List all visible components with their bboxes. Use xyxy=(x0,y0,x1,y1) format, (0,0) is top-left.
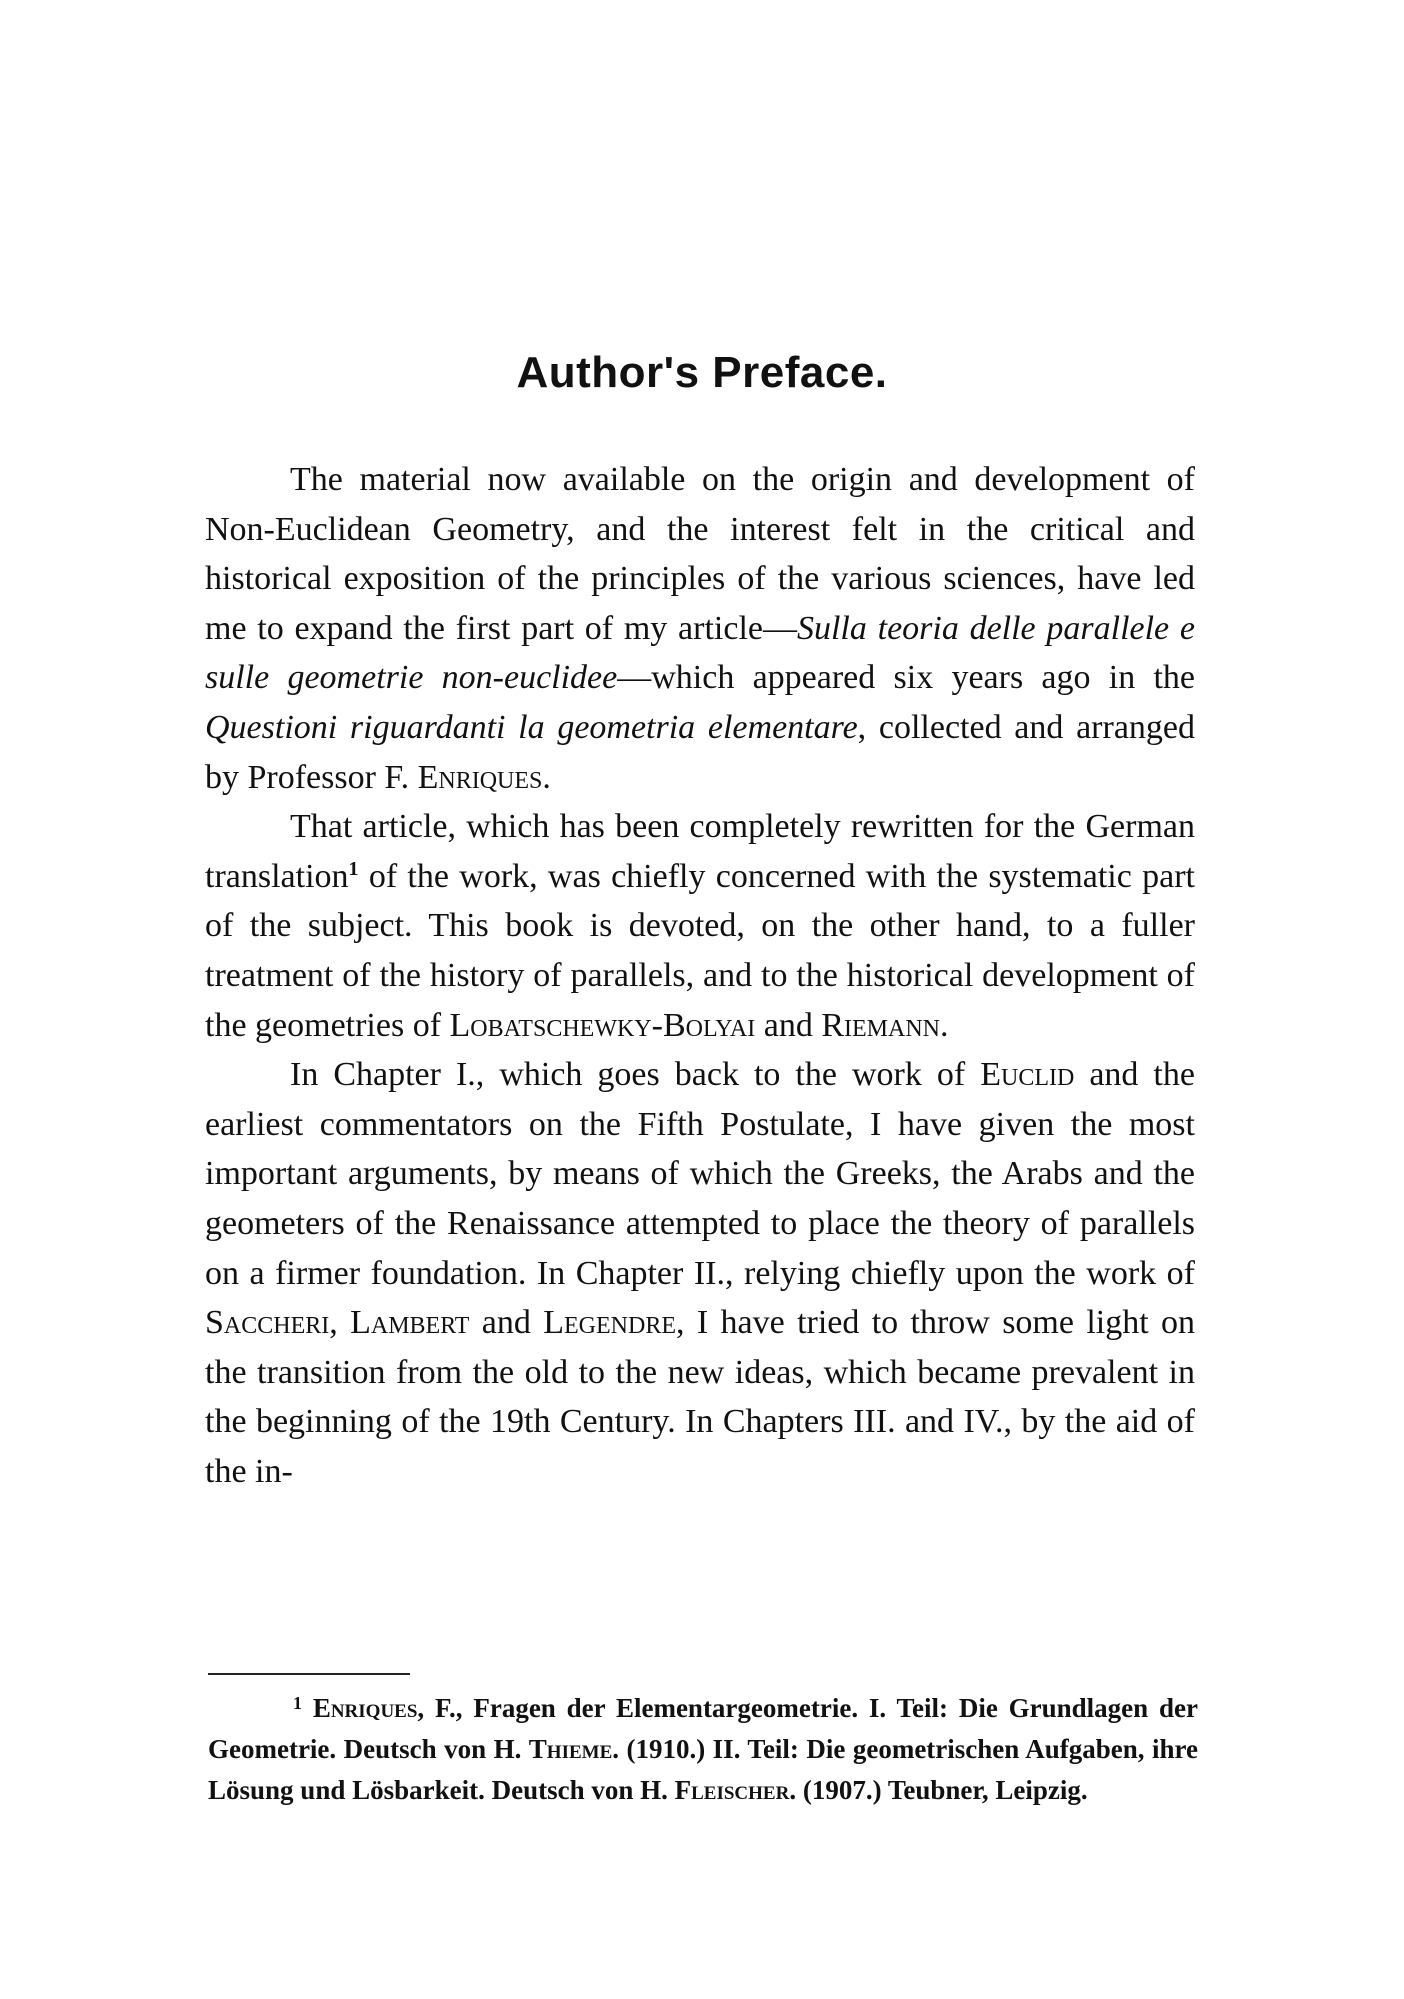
paragraph-3-text-b: and the earliest commentators on the Fifth Postulate, I have given the most important arguments, by means of which the Greeks, the Arabs and the geometers of the Renaissance attempted to place the theory of parallels on a firmer foundation. In Chapter II., relying chiefly upon the work of xyxy=(205,1056,1195,1292)
paragraph-1-text-b: —which appeared six years ago in the xyxy=(617,659,1196,697)
author-name-lobatschewky-bolyai: Lobatschewky-Bolyai xyxy=(449,1006,756,1044)
author-name-legendre: Legendre xyxy=(543,1304,677,1342)
footnote-author-enriques: Enriques xyxy=(312,1693,418,1723)
footnote-1 xyxy=(208,1688,1198,1811)
paragraph-1-text-c: , collected and arranged by Professor F. xyxy=(205,708,1195,796)
paragraph-2-text-a: That article, which has been completely rewritten for the German translation xyxy=(205,808,1195,895)
footnote-translator-fleischer: Fleischer xyxy=(674,1775,790,1805)
paragraph-3-text-a: In Chapter I., which goes back to the work of xyxy=(290,1056,981,1094)
author-name-lambert: Lambert xyxy=(350,1304,470,1342)
author-name-enriques: Enriques xyxy=(417,758,543,796)
footnote-divider xyxy=(208,1673,410,1675)
article-title-italic: Sulla teoria delle parallele e sulle geometrie non-euclidee xyxy=(205,609,1195,697)
footnote-text-c: . (1907.) Teubner, Leipzig. xyxy=(789,1775,1088,1805)
paragraph-3-text-d: and xyxy=(469,1304,544,1342)
preface-body xyxy=(205,455,1195,1496)
author-name-saccheri: Saccheri xyxy=(205,1304,330,1342)
paragraph-2 xyxy=(205,802,1195,1050)
paragraph-1 xyxy=(205,455,1195,802)
footnotes xyxy=(208,1688,1198,1811)
paragraph-2-text-b: of the work, was chiefly concerned with the systematic part of the subject. This book is devoted, on the other hand, to a fuller treatment of the history of parallels, and to the historical development of the geometries of xyxy=(205,857,1195,1044)
paragraph-1-text-a: The material now available on the origin and development of Non-Euclidean Geometry, and the interest felt in the critical and historical exposition of the principles of the various sciences, have led me to expand the first part of my article— xyxy=(205,461,1195,647)
footnote-translator-thieme: Thieme xyxy=(528,1734,613,1764)
page-title: Author's Preface. xyxy=(516,348,888,397)
paragraph-3-text-e: , I have tried to throw some light on the transition from the old to the new ideas, which became prevalent in the beginning of the 19th Century. In Chapters III. and IV., by the aid of the in- xyxy=(205,1304,1196,1490)
paragraph-3 xyxy=(205,1050,1195,1496)
footnote-text-a: , F., Fragen der Elementargeometrie. I. Teil: Die Grundlagen der Geometrie. Deutsch von H. xyxy=(208,1693,1198,1764)
paragraph-2-text-c: and xyxy=(755,1006,822,1044)
paragraph-1-text-d: . xyxy=(542,758,551,796)
paragraph-2-text-d: . xyxy=(940,1006,949,1044)
footnote-reference: 1 xyxy=(348,857,359,880)
series-title-italic: Questioni riguardanti la geometria elementare xyxy=(205,708,858,746)
author-name-riemann: Riemann xyxy=(821,1006,940,1044)
footnote-text-b: . (1910.) II. Teil: Die geometrischen Aufgaben, ihre Lösung und Lösbarkeit. Deutsch von H. xyxy=(208,1734,1198,1805)
footnote-mark: 1 xyxy=(293,1693,302,1713)
paragraph-3-text-c: , xyxy=(329,1304,351,1342)
author-name-euclid: Euclid xyxy=(980,1056,1075,1094)
